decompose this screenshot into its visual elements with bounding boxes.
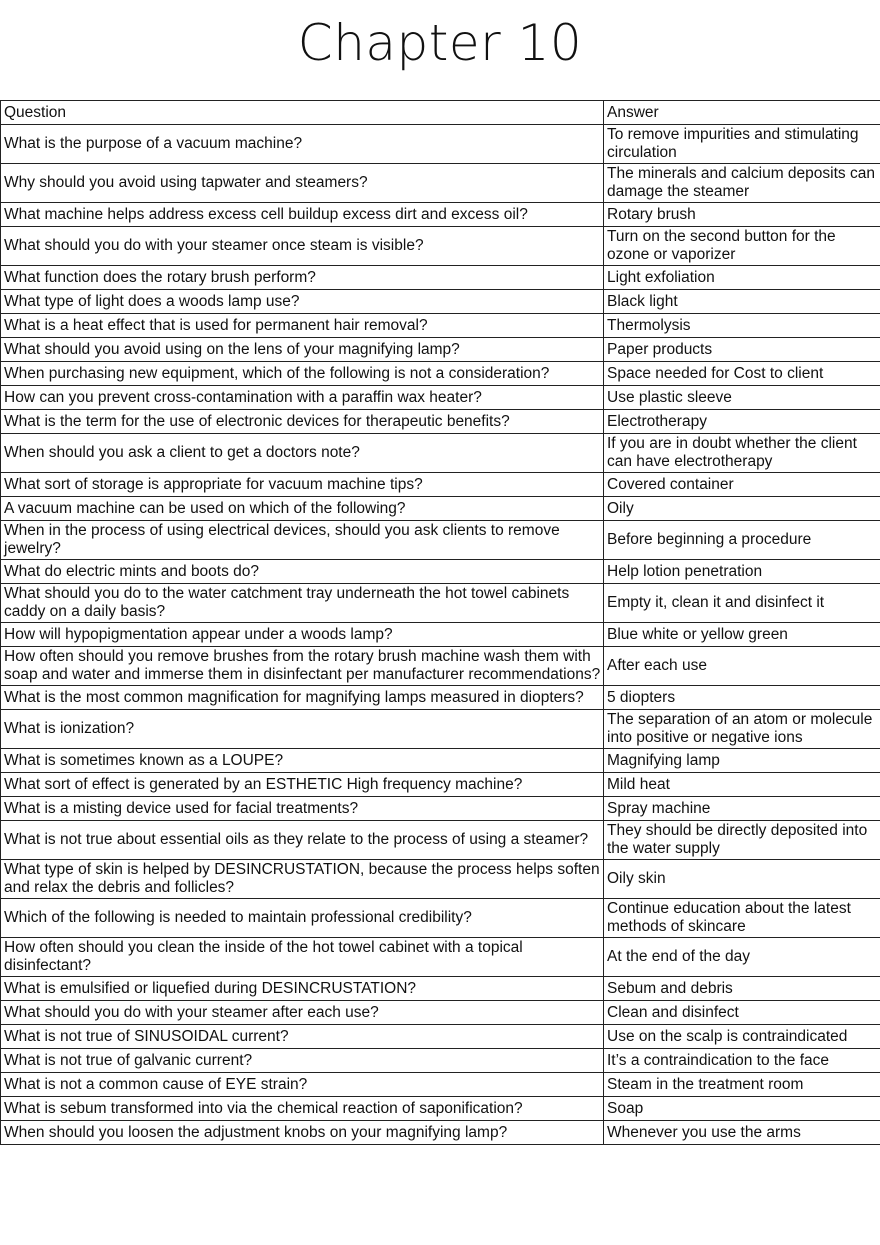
- table-row: [1, 290, 880, 314]
- question-cell: What do electric mints and boots do?: [1, 560, 604, 584]
- answer-cell: If you are in doubt whether the client can have electrotherapy: [604, 434, 880, 473]
- table-row: [1, 227, 880, 266]
- table-row: [1, 521, 880, 560]
- answer-cell: It’s a contraindication to the face: [604, 1049, 880, 1073]
- answer-cell: Paper products: [604, 338, 880, 362]
- question-cell: What function does the rotary brush perform?: [1, 266, 604, 290]
- answer-cell: After each use: [604, 647, 880, 686]
- question-cell: What is the purpose of a vacuum machine?: [1, 125, 604, 164]
- question-cell: Which of the following is needed to maintain professional credibility?: [1, 899, 604, 938]
- answer-cell: Clean and disinfect: [604, 1001, 880, 1025]
- answer-cell: Before beginning a procedure: [604, 521, 880, 560]
- question-cell: What is ionization?: [1, 710, 604, 749]
- table-row: [1, 164, 880, 203]
- table-row: [1, 410, 880, 434]
- answer-cell: Light exfoliation: [604, 266, 880, 290]
- table-row: [1, 1097, 880, 1121]
- answer-cell: The separation of an atom or molecule into positive or negative ions: [604, 710, 880, 749]
- table-row: [1, 749, 880, 773]
- answer-cell: Steam in the treatment room: [604, 1073, 880, 1097]
- question-cell: What should you do with your steamer once steam is visible?: [1, 227, 604, 266]
- answer-cell: Black light: [604, 290, 880, 314]
- table-body: [1, 125, 880, 1145]
- table-row: [1, 1001, 880, 1025]
- answer-cell: Turn on the second button for the ozone or vaporizer: [604, 227, 880, 266]
- answer-cell: Empty it, clean it and disinfect it: [604, 584, 880, 623]
- question-cell: How often should you clean the inside of the hot towel cabinet with a topical disinfectant?: [1, 938, 604, 977]
- table-row: [1, 1121, 880, 1145]
- table-row: [1, 623, 880, 647]
- answer-cell: Electrotherapy: [604, 410, 880, 434]
- answer-cell: Mild heat: [604, 773, 880, 797]
- question-cell: When should you loosen the adjustment knobs on your magnifying lamp?: [1, 1121, 604, 1145]
- answer-cell: Help lotion penetration: [604, 560, 880, 584]
- table-row: [1, 797, 880, 821]
- question-cell: What is the term for the use of electronic devices for therapeutic benefits?: [1, 410, 604, 434]
- question-cell: What is emulsified or liquefied during DESINCRUSTATION?: [1, 977, 604, 1001]
- qa-table: [0, 100, 880, 1145]
- question-cell: What is sebum transformed into via the chemical reaction of saponification?: [1, 1097, 604, 1121]
- answer-cell: Blue white or yellow green: [604, 623, 880, 647]
- table-row: [1, 899, 880, 938]
- answer-cell: Oily: [604, 497, 880, 521]
- answer-cell: Rotary brush: [604, 203, 880, 227]
- table-row: [1, 686, 880, 710]
- table-row: [1, 125, 880, 164]
- table-row: [1, 362, 880, 386]
- question-cell: What is not a common cause of EYE strain?: [1, 1073, 604, 1097]
- table-row: [1, 584, 880, 623]
- table-row: [1, 338, 880, 362]
- question-cell: What is not true about essential oils as they relate to the process of using a steamer?: [1, 821, 604, 860]
- table-row: [1, 710, 880, 749]
- question-cell: What type of light does a woods lamp use?: [1, 290, 604, 314]
- table-row: [1, 1073, 880, 1097]
- answer-cell: Use on the scalp is contraindicated: [604, 1025, 880, 1049]
- answer-cell: Sebum and debris: [604, 977, 880, 1001]
- question-cell: What machine helps address excess cell buildup excess dirt and excess oil?: [1, 203, 604, 227]
- table-row: [1, 977, 880, 1001]
- question-cell: How can you prevent cross-contamination with a paraffin wax heater?: [1, 386, 604, 410]
- question-cell: What should you do with your steamer after each use?: [1, 1001, 604, 1025]
- table-row: [1, 821, 880, 860]
- question-cell: What should you avoid using on the lens of your magnifying lamp?: [1, 338, 604, 362]
- table-row: [1, 266, 880, 290]
- answer-cell: Covered container: [604, 473, 880, 497]
- answer-cell: 5 diopters: [604, 686, 880, 710]
- answer-cell: Spray machine: [604, 797, 880, 821]
- question-cell: What is the most common magnification for magnifying lamps measured in diopters?: [1, 686, 604, 710]
- table-row: [1, 1049, 880, 1073]
- question-cell: What sort of storage is appropriate for vacuum machine tips?: [1, 473, 604, 497]
- question-cell: What should you do to the water catchment tray underneath the hot towel cabinets caddy on a daily basis?: [1, 584, 604, 623]
- answer-cell: Magnifying lamp: [604, 749, 880, 773]
- question-cell: How will hypopigmentation appear under a woods lamp?: [1, 623, 604, 647]
- table-row: [1, 203, 880, 227]
- table-row: [1, 560, 880, 584]
- table-row: [1, 860, 880, 899]
- table-row: [1, 938, 880, 977]
- page-title: Chapter 10: [297, 14, 583, 72]
- header-answer: Answer: [604, 101, 880, 125]
- answer-cell: Continue education about the latest methods of skincare: [604, 899, 880, 938]
- question-cell: What type of skin is helped by DESINCRUSTATION, because the process helps soften and relax the debris and follicles?: [1, 860, 604, 899]
- answer-cell: To remove impurities and stimulating circulation: [604, 125, 880, 164]
- question-cell: When should you ask a client to get a doctors note?: [1, 434, 604, 473]
- question-cell: What is a misting device used for facial treatments?: [1, 797, 604, 821]
- question-cell: When in the process of using electrical devices, should you ask clients to remove jewelry?: [1, 521, 604, 560]
- question-cell: What is sometimes known as a LOUPE?: [1, 749, 604, 773]
- table-row: [1, 473, 880, 497]
- question-cell: How often should you remove brushes from the rotary brush machine wash them with soap and water and immerse them in disinfectant per manufacturer recommendations?: [1, 647, 604, 686]
- answer-cell: At the end of the day: [604, 938, 880, 977]
- answer-cell: Oily skin: [604, 860, 880, 899]
- table-row: [1, 497, 880, 521]
- question-cell: What is a heat effect that is used for permanent hair removal?: [1, 314, 604, 338]
- answer-cell: Use plastic sleeve: [604, 386, 880, 410]
- question-cell: When purchasing new equipment, which of the following is not a consideration?: [1, 362, 604, 386]
- table-row: [1, 1025, 880, 1049]
- table-row: [1, 773, 880, 797]
- answer-cell: The minerals and calcium deposits can damage the steamer: [604, 164, 880, 203]
- table-row: [1, 386, 880, 410]
- answer-cell: Whenever you use the arms: [604, 1121, 880, 1145]
- table-header-row: [1, 101, 880, 125]
- question-cell: Why should you avoid using tapwater and steamers?: [1, 164, 604, 203]
- table-row: [1, 434, 880, 473]
- question-cell: What sort of effect is generated by an ESTHETIC High frequency machine?: [1, 773, 604, 797]
- answer-cell: Soap: [604, 1097, 880, 1121]
- table-row: [1, 647, 880, 686]
- table-row: [1, 314, 880, 338]
- answer-cell: They should be directly deposited into the water supply: [604, 821, 880, 860]
- question-cell: What is not true of galvanic current?: [1, 1049, 604, 1073]
- question-cell: A vacuum machine can be used on which of the following?: [1, 497, 604, 521]
- answer-cell: Thermolysis: [604, 314, 880, 338]
- answer-cell: Space needed for Cost to client: [604, 362, 880, 386]
- header-question: Question: [1, 101, 604, 125]
- question-cell: What is not true of SINUSOIDAL current?: [1, 1025, 604, 1049]
